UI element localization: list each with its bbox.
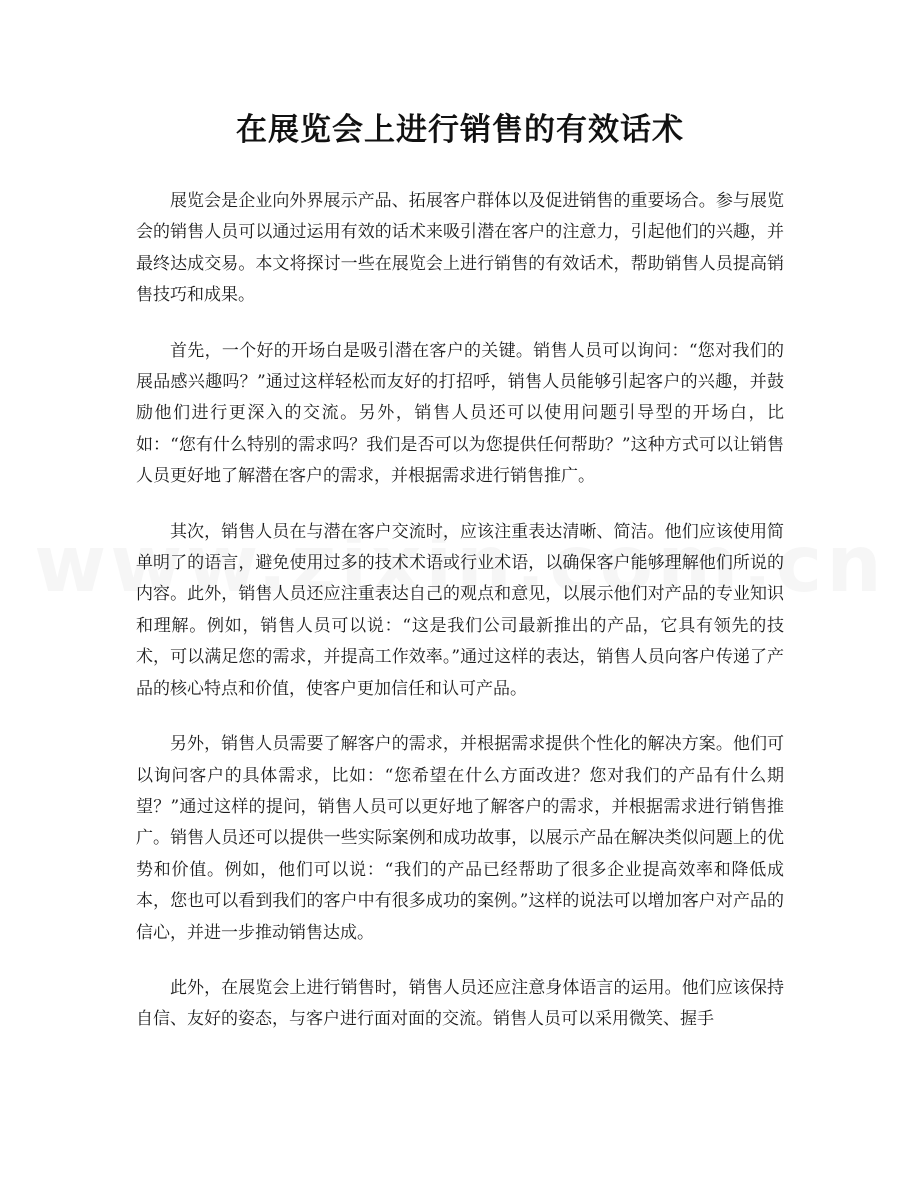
paragraph: 展览会是企业向外界展示产品、拓展客户群体以及促进销售的重要场合。参与展览会的销售人员可以通过运用有效的话术来吸引潜在客户的注意力，引起他们的兴趣，并最终达成交易。本文将探讨一些在展览会上进行销售的有效话术，帮助销售人员提高销售技巧和成果。	[136, 191, 784, 306]
document-title: 在展览会上进行销售的有效话术	[236, 112, 684, 148]
paragraph: 此外，在展览会上进行销售时，销售人员还应注意身体语言的运用。他们应该保持自信、友好的姿态，与客户进行面对面的交流。销售人员可以采用微笑、握手	[136, 977, 784, 1030]
paragraph: 其次，销售人员在与潜在客户交流时，应该注重表达清晰、简洁。他们应该使用简单明了的语言，避免使用过多的技术术语或行业术语，以确保客户能够理解他们所说的内容。此外，销售人员还应注重表达自己的观点和意见，以展示他们对产品的专业知识和理解。例如，销售人员可以说：“这是我们公司最新推出的产品，它具有领先的技术，可以满足您的需求，并提高工作效率。”通过这样的表达，销售人员向客户传递了产品的核心特点和价值，使客户更加信任和认可产品。	[136, 521, 784, 699]
document-body	[136, 186, 784, 1036]
paragraph: 首先，一个好的开场白是吸引潜在客户的关键。销售人员可以询问：“您对我们的展品感兴趣吗？”通过这样轻松而友好的打招呼，销售人员能够引起客户的兴趣，并鼓励他们进行更深入的交流。另外，销售人员还可以使用问题引导型的开场白，比如：“您有什么特别的需求吗？我们是否可以为您提供任何帮助？”这种方式可以让销售人员更好地了解潜在客户的需求，并根据需求进行销售推广。	[136, 340, 784, 487]
paragraph: 另外，销售人员需要了解客户的需求，并根据需求提供个性化的解决方案。他们可以询问客户的具体需求，比如：“您希望在什么方面改进？您对我们的产品有什么期望？”通过这样的提问，销售人员可以更好地了解客户的需求，并根据需求进行销售推广。销售人员还可以提供一些实际案例和成功故事，以展示产品在解决类似问题上的优势和价值。例如，他们可以说：“我们的产品已经帮助了很多企业提高效率和降低成本，您也可以看到我们的客户中有很多成功的案例。”这样的说法可以增加客户对产品的信心，并进一步推动销售达成。	[136, 734, 784, 943]
